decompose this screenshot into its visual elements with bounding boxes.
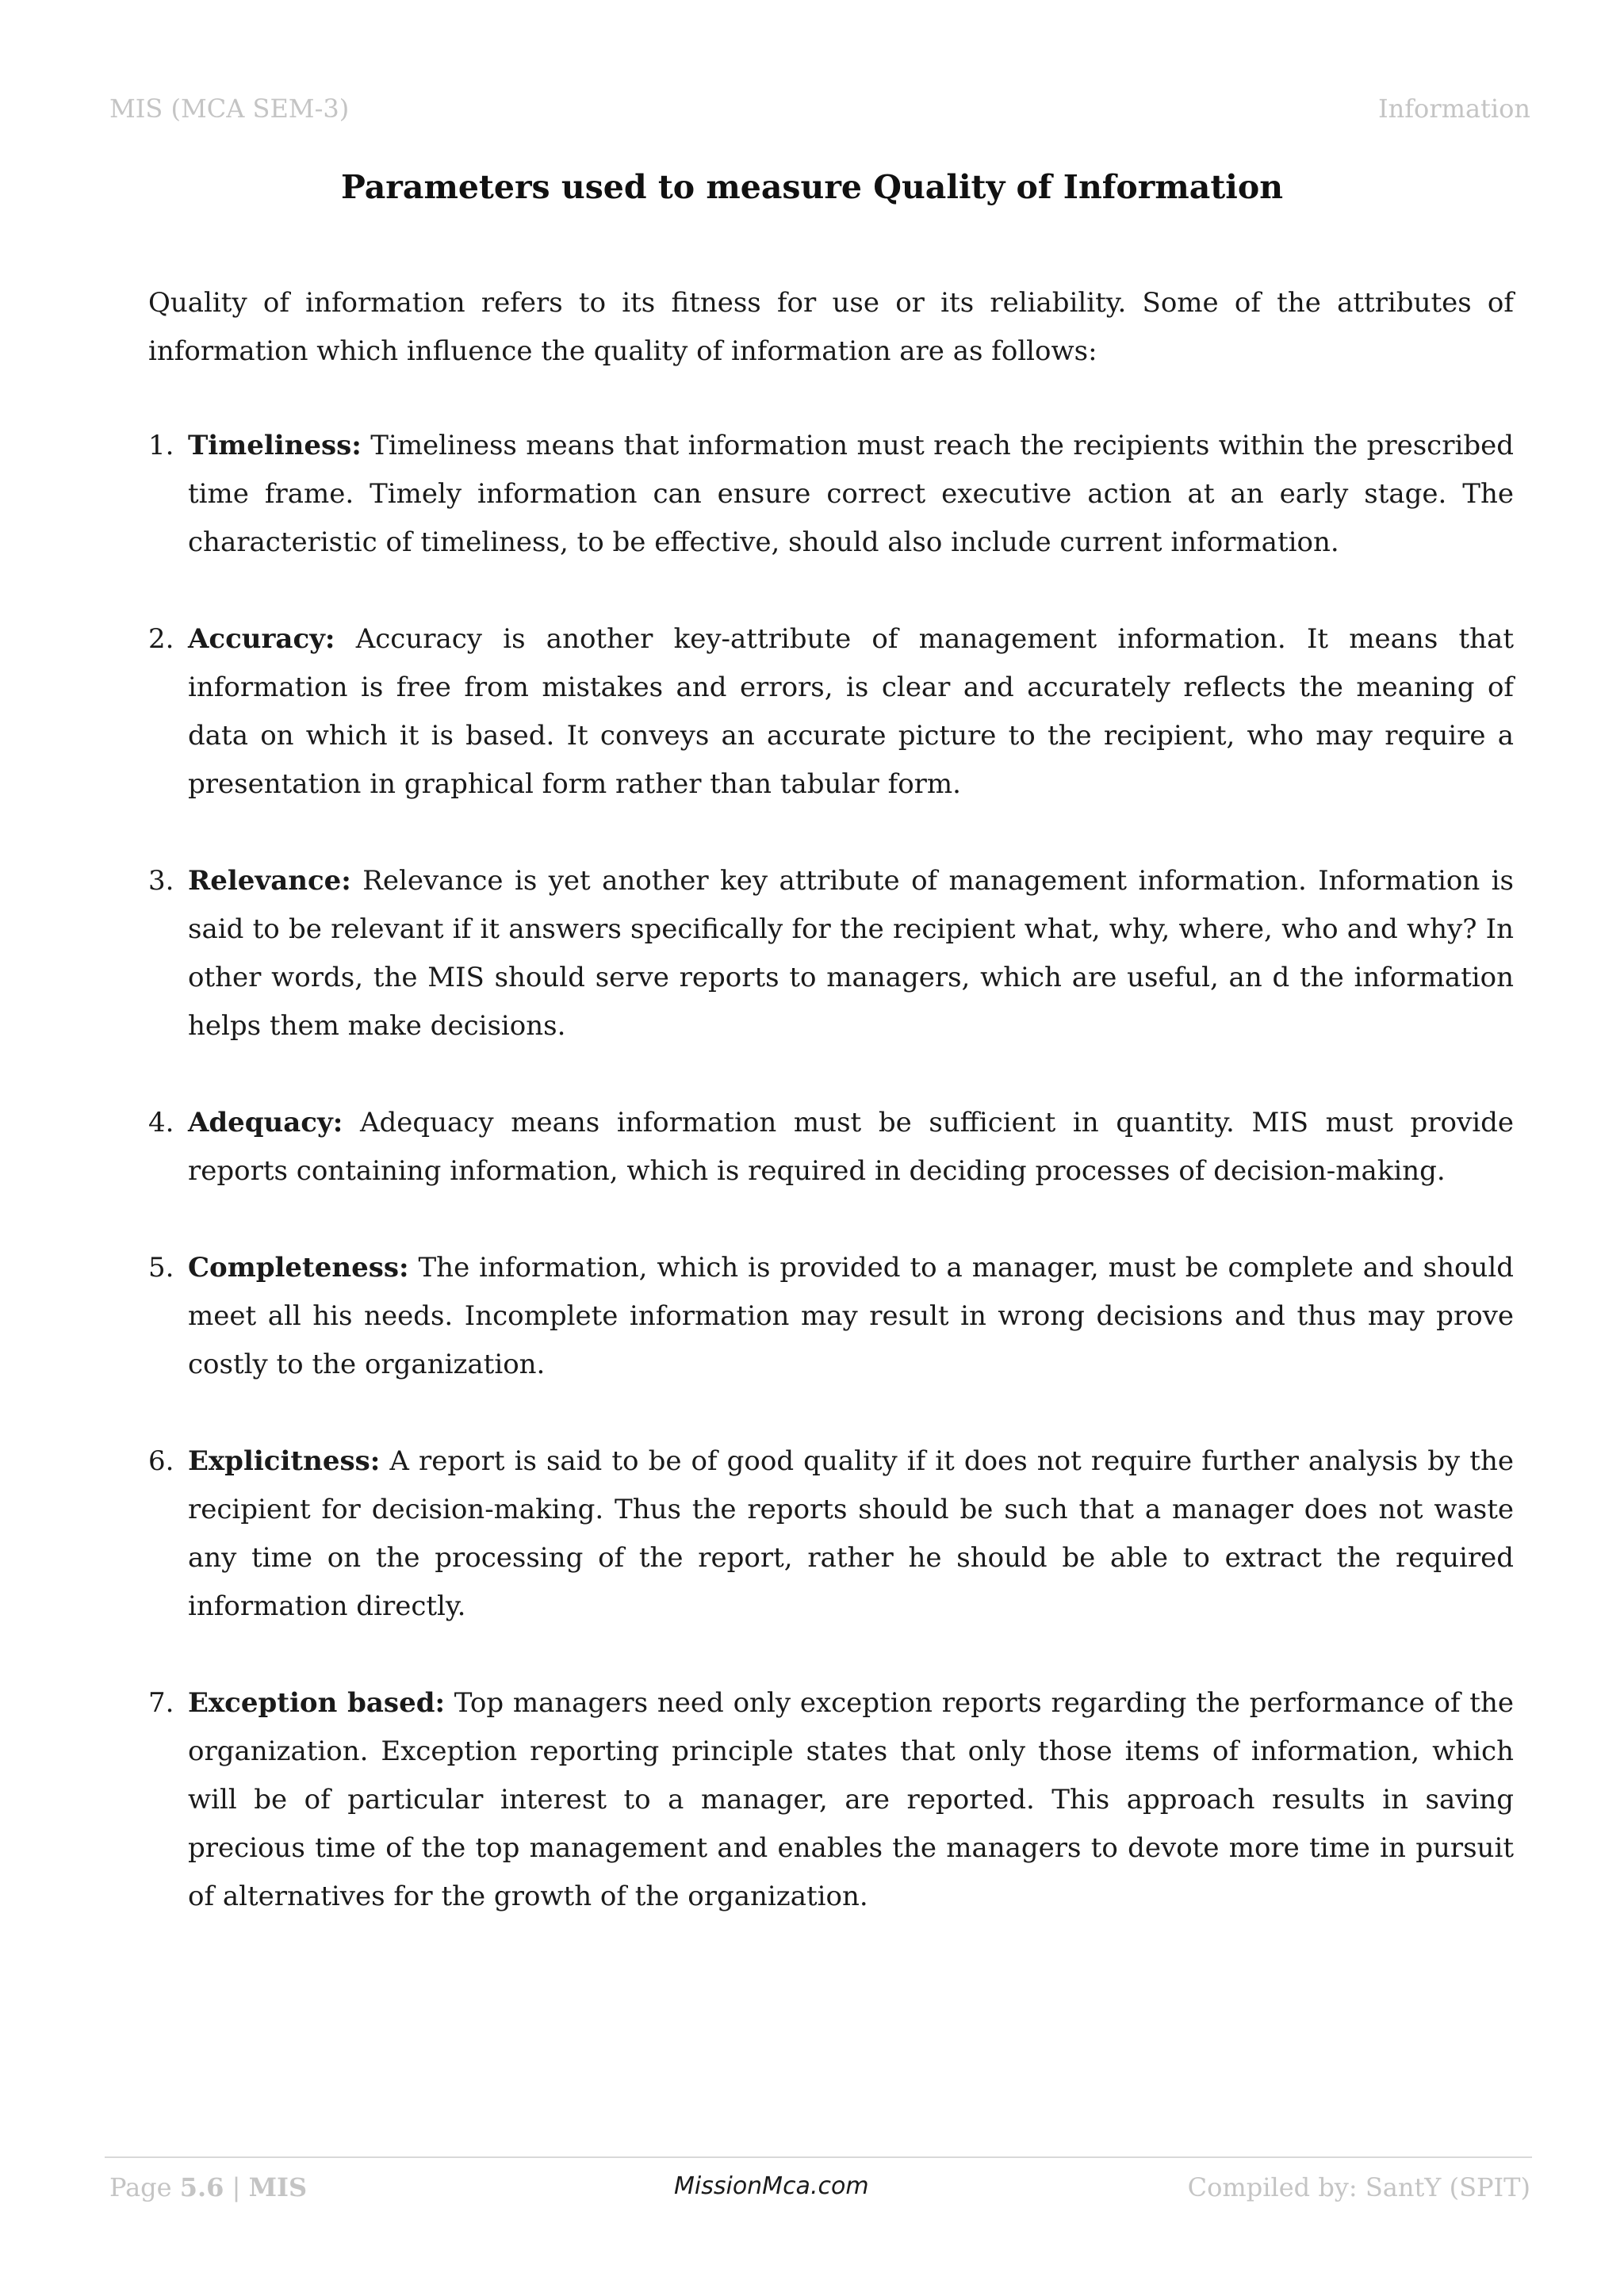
item-text: Timeliness means that information must reach the recipients within the prescribed time frame. Timely information can ensure correct executive action at an early stage. The characteristic of timeliness, to be effective, should also include current information.	[188, 430, 1514, 558]
item-term: Exception based:	[188, 1687, 446, 1719]
page-footer	[109, 2172, 1530, 2212]
item-term: Timeliness:	[188, 430, 362, 461]
item-number: 1.	[148, 430, 174, 461]
list-item	[148, 615, 1514, 809]
item-number: 4.	[148, 1107, 174, 1138]
list-item	[148, 422, 1514, 567]
intro-paragraph: Quality of information refers to its fitness for use or its reliability. Some of the attributes of information which influence the quality of information are as follows:	[148, 287, 1514, 367]
item-text: A report is said to be of good quality if it does not require further analysis by the recipient for decision-making. Thus the reports should be such that a manager does not waste any time on the processing of the report, rather he should be able to extract the required information directly.	[188, 1445, 1514, 1622]
item-text: Relevance is yet another key attribute of management information. Information is said to be relevant if it answers specifically for the recipient what, why, where, who and why? In other words, the MIS should serve reports to managers, which are useful, an d the information helps them make decisions.	[188, 865, 1514, 1042]
item-number: 6.	[148, 1445, 174, 1477]
footer-page-prefix: Page	[109, 2172, 180, 2202]
list-item	[148, 857, 1514, 1050]
footer-page-separator: |	[224, 2172, 249, 2202]
item-number: 5.	[148, 1252, 174, 1284]
item-number: 2.	[148, 623, 174, 655]
footer-page-info	[109, 2172, 307, 2202]
list-item	[148, 1437, 1514, 1631]
item-term: Explicitness:	[188, 1445, 381, 1477]
site-logo: MissionMca.com	[674, 2172, 869, 2200]
item-term: Accuracy:	[188, 623, 335, 655]
running-header	[109, 94, 1530, 132]
header-topic: Information	[1377, 94, 1530, 124]
item-term: Completeness:	[188, 1252, 409, 1284]
item-text: Accuracy is another key-attribute of management information. It means that information is free from mistakes and errors, is clear and accurately reflects the meaning of data on which it is based. It conveys an accurate picture to the recipient, who may require a presentation in graphical form rather than tabular form.	[188, 623, 1514, 800]
item-term: Relevance:	[188, 865, 351, 897]
list-item	[148, 1679, 1514, 1921]
footer-page-number: 5.6	[179, 2172, 224, 2202]
item-number: 3.	[148, 865, 174, 897]
page-title: Parameters used to measure Quality of Information	[341, 168, 1283, 206]
list-item	[148, 1244, 1514, 1389]
item-number: 7.	[148, 1687, 174, 1719]
list-item	[148, 1099, 1514, 1196]
item-text: The information, which is provided to a manager, must be complete and should meet all his needs. Incomplete information may result in wrong decisions and thus may prove costly to the organization.	[188, 1252, 1514, 1380]
quality-parameters-list	[148, 422, 1514, 1969]
footer-compiled-by: Compiled by: SantY (SPIT)	[1187, 2172, 1530, 2202]
footer-divider	[105, 2156, 1532, 2158]
footer-page-subject: MIS	[248, 2172, 308, 2202]
item-text: Adequacy means information must be sufficient in quantity. MIS must provide reports containing information, which is required in deciding processes of decision-making.	[188, 1107, 1514, 1187]
item-term: Adequacy:	[188, 1107, 343, 1138]
header-course: MIS (MCA SEM-3)	[109, 94, 350, 124]
item-text: Top managers need only exception reports regarding the performance of the organization. Exception reporting principle states that only those items of information, which will be of particular interest to a manager, are reported. This approach results in saving precious time of the top management and enables the managers to devote more time in pursuit of alternatives for the growth of the organization.	[188, 1687, 1514, 1912]
